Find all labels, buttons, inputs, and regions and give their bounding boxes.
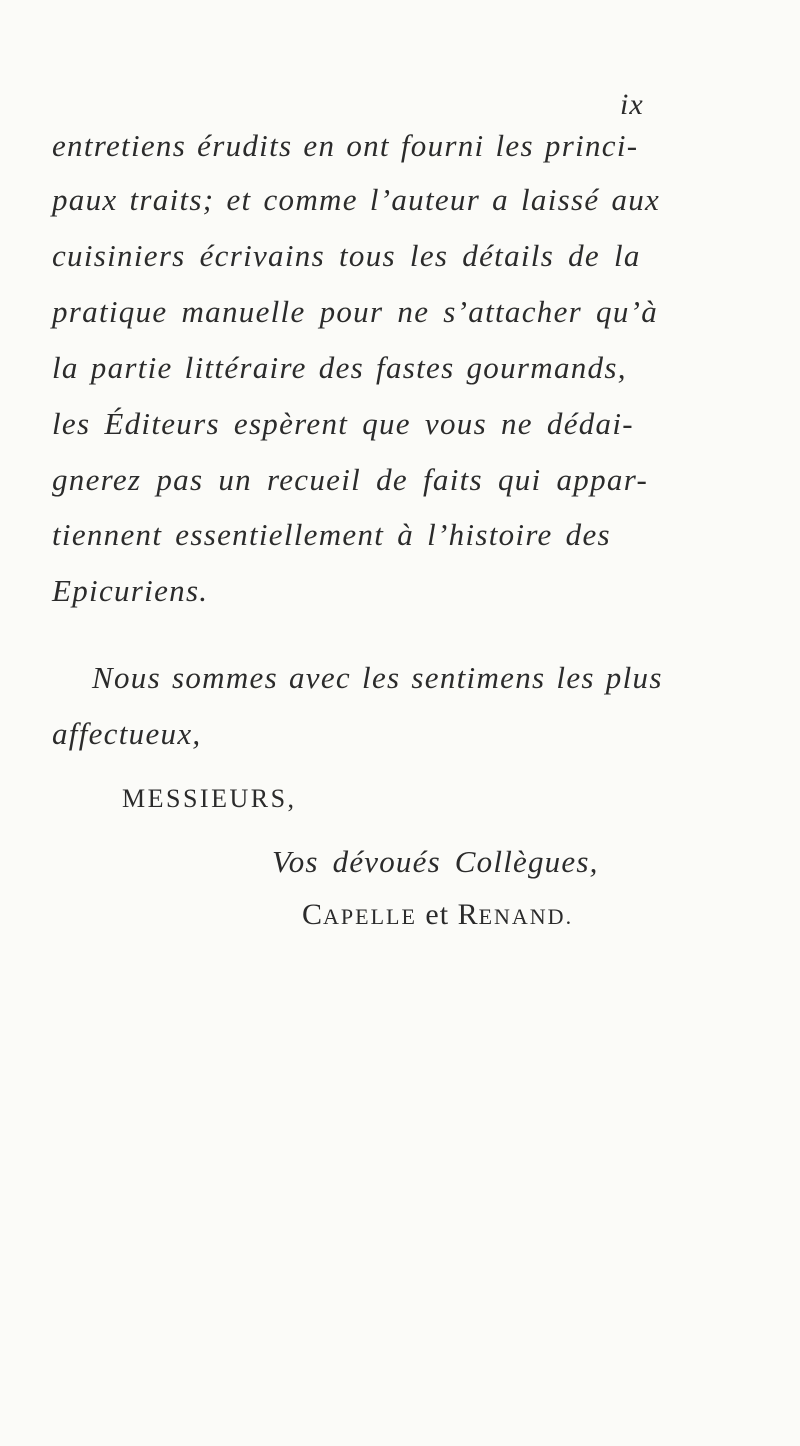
body-line-6: les Éditeurs espèrent que vous ne dédai-	[52, 406, 634, 441]
body-line-5: la partie littéraire des fastes gourmands,	[52, 350, 627, 385]
body-line-9: Epicuriens.	[52, 573, 209, 608]
body-line-8: tiennent essentiellement à l’histoire des	[52, 517, 611, 552]
body-line-3: cuisiniers écrivains tous les détails de la	[52, 238, 641, 273]
body-line-10: Nous sommes avec les sentimens les plus	[92, 660, 663, 695]
body-line-4: pratique manuelle pour ne s’attacher qu’à	[52, 294, 659, 329]
signature-name1-initial: C	[302, 898, 324, 931]
signature	[302, 898, 573, 932]
signature-name2-rest: ENAND.	[478, 904, 574, 929]
signature-name2-initial: R	[457, 898, 479, 931]
salutation: MESSIEURS,	[122, 784, 297, 813]
signature-conjunction: et	[425, 898, 450, 931]
page-number: ix	[620, 88, 644, 121]
body-line-7: gnerez pas un recueil de faits qui appar-	[52, 462, 649, 497]
signature-name1-rest: APELLE	[323, 904, 417, 929]
body-line-11: affectueux,	[52, 716, 202, 751]
body-line-1: entretiens érudits en ont fourni les princi-	[52, 128, 639, 163]
closing-line: Vos dévoués Collègues,	[272, 844, 599, 879]
body-line-2: paux traits; et comme l’auteur a laissé aux	[52, 182, 661, 217]
